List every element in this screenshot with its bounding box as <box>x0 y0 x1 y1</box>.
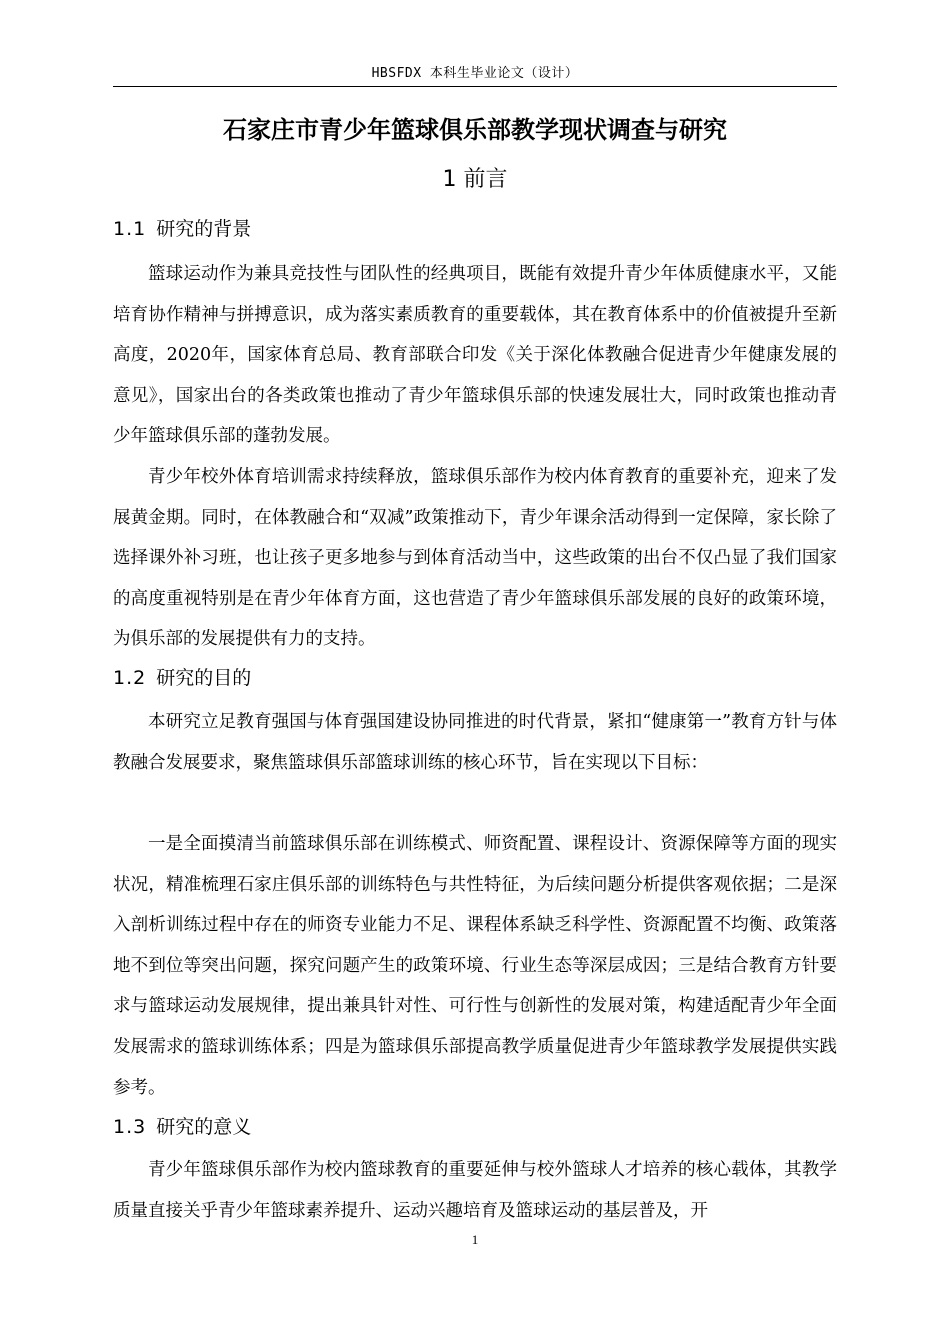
section-heading-1-3 <box>113 1113 837 1141</box>
paragraph: 一是全面摸清当前篮球俱乐部在训练模式、师资配置、课程设计、资源保障等方面的现实状况，精准梳理石家庄俱乐部的训练特色与共性特征，为后续问题分析提供客观依据；二是深入剖析训练过程中存在的师资专业能力不足、课程体系缺乏科学性、资源配置不均衡、政策落地不到位等突出问题，探究问题产生的政策环境、行业生态等深层成因；三是结合教育方针要求与篮球运动发展规律，提出兼具针对性、可行性与创新性的发展对策，构建适配青少年全面发展需求的篮球训练体系；四是为篮球俱乐部提高教学质量促进青少年篮球教学发展提供实践参考。 <box>113 834 837 1098</box>
section-title: 研究的目的 <box>156 667 252 689</box>
section-number: 1.3 <box>113 1116 147 1138</box>
section-title: 研究的背景 <box>156 218 252 240</box>
paragraph: 青少年校外体育培训需求持续释放，篮球俱乐部作为校内体育教育的重要补充，迎来了发展黄金期。同时，在体教融合和“双减”政策推动下，青少年课余活动得到一定保障，家长除了选择课外补习班，也让孩子更多地参与到体育活动当中，这些政策的出台不仅凸显了我们国家的高度重视特别是在青少年体育方面，这也营造了青少年篮球俱乐部发展的良好的政策环境，为俱乐部的发展提供有力的支持。 <box>113 467 837 650</box>
running-header: HBSFDX 本科生毕业论文（设计） <box>371 66 579 81</box>
section-heading-1-2 <box>113 664 837 692</box>
paragraph: 青少年篮球俱乐部作为校内篮球教育的重要延伸与校外篮球人才培养的核心载体，其教学质量直接关乎青少年篮球素养提升、运动兴趣培育及篮球运动的基层普及，开 <box>113 1160 837 1221</box>
paragraph: 本研究立足教育强国与体育强国建设协同推进的时代背景，紧扣“健康第一”教育方针与体教融合发展要求，聚焦篮球俱乐部篮球训练的核心环节，旨在实现以下目标： <box>113 712 837 773</box>
paragraph: 篮球运动作为兼具竞技性与团队性的经典项目，既能有效提升青少年体质健康水平，又能培育协作精神与拼搏意识，成为落实素质教育的重要载体，其在教育体系中的价值被提升至新高度，2020年，国家体育总局、教育部联合印发《关于深化体教融合促进青少年健康发展的意见》，国家出台的各类政策也推动了青少年篮球俱乐部的快速发展壮大，同时政策也推动青少年篮球俱乐部的蓬勃发展。 <box>113 264 837 447</box>
page-number: 1 <box>471 1232 479 1247</box>
section-heading-1-1 <box>113 215 837 243</box>
header-divider <box>113 86 837 87</box>
chapter-heading: 1 前言 <box>442 167 508 192</box>
thesis-title: 石家庄市青少年篮球俱乐部教学现状调查与研究 <box>223 116 727 144</box>
section-title: 研究的意义 <box>156 1116 252 1138</box>
section-number: 1.1 <box>113 218 147 240</box>
section-number: 1.2 <box>113 667 147 689</box>
